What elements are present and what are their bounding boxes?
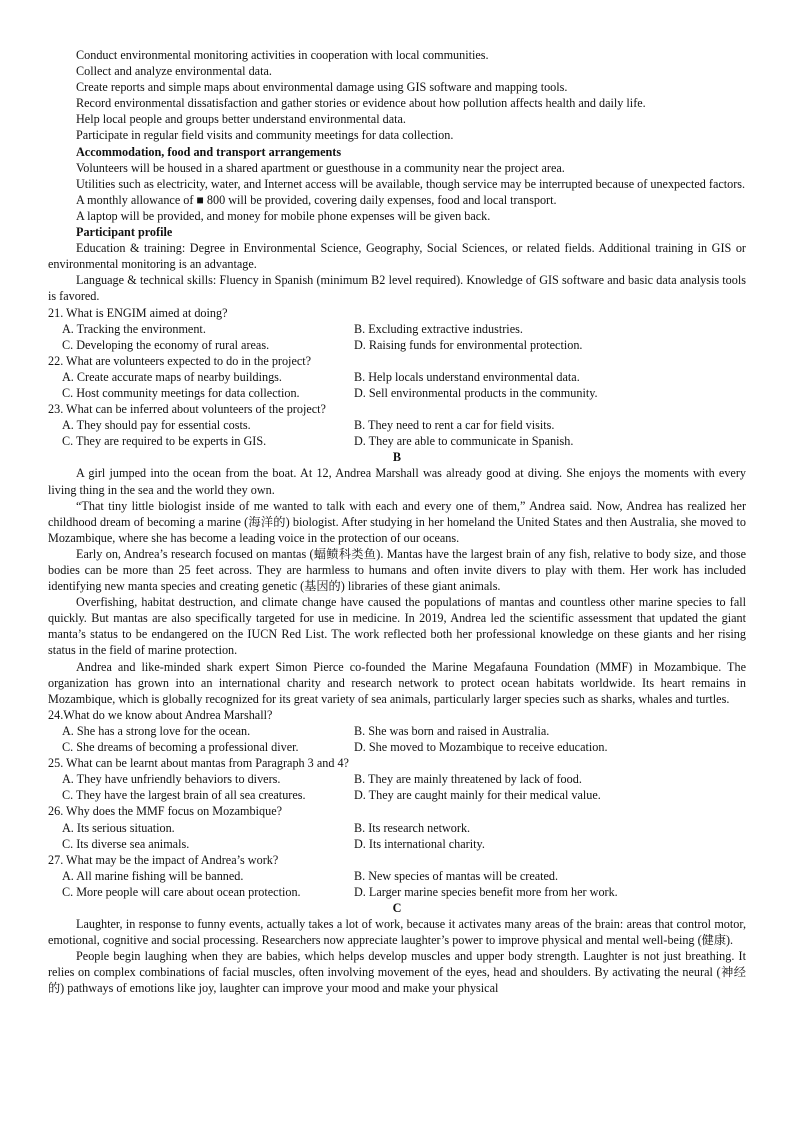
question-stem: 21. What is ENGIM aimed at doing? <box>48 305 228 320</box>
option-a: A. Create accurate maps of nearby buildings. <box>62 369 282 384</box>
option-c: C. They have the largest brain of all sea creatures. <box>62 788 306 803</box>
intro-list <box>48 47 746 144</box>
passage-b-paragraph: Andrea and like-minded shark expert Simon Pierce co-founded the Marine Megafauna Foundation (MMF) in Mozambique. The organization has grown into an international charity and research network to protect ocean habitats worldwide. Its heart remains in Mozambique, which is globally recognized for its great variety of sea animals, particularly larger species such as sharks, whales and turtles. <box>48 659 746 706</box>
intro-line: Participate in regular field visits and community meetings for data collection. <box>76 128 454 143</box>
question-stem: 22. What are volunteers expected to do in the project? <box>48 353 312 368</box>
intro-line: Collect and analyze environmental data. <box>76 64 272 79</box>
passage-b-paragraph: Overfishing, habitat destruction, and climate change have caused the populations of mantas and countless other marine species to fall quickly. But mantas are also specifically targeted for use in medicine. In 2019, Andrea led the scientific assessment that updated the giant manta’s status to be endangered on the IUCN Red List. The work reflected both her professional knowledge on these giants and her rising status in the field of marine protection. <box>48 595 746 658</box>
question-26 <box>48 803 746 851</box>
passage-c-paragraph: Laughter, in response to funny events, actually takes a lot of work, because it activates many areas of the brain: areas that control motor, emotional, cognitive and social processing. Researchers now appreciate laughter’s power to improve physical and mental well-being (健康). <box>48 917 746 948</box>
option-b: B. New species of mantas will be created. <box>354 868 559 883</box>
question-stem: 27. What may be the impact of Andrea’s work? <box>48 852 279 867</box>
question-23 <box>48 401 746 449</box>
option-b: B. They need to rent a car for field visits. <box>354 418 555 433</box>
option-c: C. They are required to be experts in GIS. <box>62 434 267 449</box>
profile-heading: Participant profile <box>76 225 173 240</box>
passage-c-paragraph: People begin laughing when they are babies, which helps develop muscles and upper body strength. Laughter is not just breathing. It relies on complex combinations of facial muscles, often involving movement of the eyes, head and shoulders. By activating the neural (神经的) pathways of emotions like joy, laughter can improve your mood and make your physical <box>48 949 746 996</box>
option-c: C. Host community meetings for data collection. <box>62 385 300 400</box>
option-c: C. She dreams of becoming a professional diver. <box>62 740 299 755</box>
passage-b-paragraph: A girl jumped into the ocean from the boat. At 12, Andrea Marshall was already good at diving. She enjoys the moments with every living thing in the sea and the world they own. <box>48 466 746 497</box>
option-b: B. She was born and raised in Australia. <box>354 723 550 738</box>
option-c: C. Developing the economy of rural areas. <box>62 337 270 352</box>
section-b-label: B <box>392 450 402 465</box>
question-stem: 25. What can be learnt about mantas from Paragraph 3 and 4? <box>48 756 349 771</box>
intro-line: Help local people and groups better understand environmental data. <box>76 112 406 127</box>
option-b: B. Help locals understand environmental data. <box>354 369 580 384</box>
question-stem: 23. What can be inferred about volunteers of the project? <box>48 402 326 417</box>
option-d: D. Its international charity. <box>354 836 485 851</box>
option-c: C. Its diverse sea animals. <box>62 836 190 851</box>
option-d: D. They are caught mainly for their medical value. <box>354 788 601 803</box>
option-d: D. Sell environmental products in the community. <box>354 385 598 400</box>
question-22 <box>48 353 746 401</box>
profile-paragraph: Language & technical skills: Fluency in Spanish (minimum B2 level required). Knowledge of GIS software and basic data analysis tools is favored. <box>48 273 746 304</box>
option-a: A. Tracking the environment. <box>62 321 206 336</box>
option-d: D. They are able to communicate in Spanish. <box>354 434 574 449</box>
accommodation-paragraph: Utilities such as electricity, water, and Internet access will be available, though service may be interrupted because of unexpected factors. <box>76 176 746 191</box>
option-a: A. All marine fishing will be banned. <box>62 868 244 883</box>
document-page <box>48 47 746 997</box>
accommodation-paragraph: A laptop will be provided, and money for mobile phone expenses will be given back. <box>76 208 491 223</box>
question-stem: 24.What do we know about Andrea Marshall? <box>48 707 273 722</box>
accommodation-heading: Accommodation, food and transport arrangements <box>76 144 342 159</box>
option-d: D. She moved to Mozambique to receive education. <box>354 740 608 755</box>
section-c-label: C <box>392 900 402 915</box>
option-a: A. They have unfriendly behaviors to divers. <box>62 772 281 787</box>
intro-line: Conduct environmental monitoring activities in cooperation with local communities. <box>76 48 489 62</box>
option-a: A. She has a strong love for the ocean. <box>62 723 251 738</box>
question-24 <box>48 707 746 755</box>
option-b: B. They are mainly threatened by lack of food. <box>354 772 582 787</box>
option-d: D. Larger marine species benefit more from her work. <box>354 884 618 899</box>
question-27 <box>48 852 746 900</box>
intro-line: Record environmental dissatisfaction and gather stories or evidence about how pollution affects health and daily life. <box>76 96 646 111</box>
passage-b-paragraph: Early on, Andrea’s research focused on mantas (蝠鲼科类鱼). Mantas have the largest brain of any fish, relative to body size, and those bodies can be more than 25 feet across. They are harmless to humans and often invite divers to play with them. Her work has included identifying new manta species and creating genetic (基因的) libraries of these giant animals. <box>48 546 746 594</box>
question-25 <box>48 755 746 803</box>
accommodation-paragraph: A monthly allowance of ■ 800 will be provided, covering daily expenses, food and local transport. <box>76 192 557 207</box>
option-d: D. Raising funds for environmental protection. <box>354 337 583 352</box>
option-a: A. They should pay for essential costs. <box>62 418 251 433</box>
option-a: A. Its serious situation. <box>62 820 175 835</box>
question-21 <box>48 305 746 353</box>
option-b: B. Excluding extractive industries. <box>354 321 523 336</box>
accommodation-paragraph: Volunteers will be housed in a shared apartment or guesthouse in a community near the project area. <box>76 160 565 175</box>
question-stem: 26. Why does the MMF focus on Mozambique? <box>48 804 283 819</box>
option-c: C. More people will care about ocean protection. <box>62 884 301 899</box>
intro-line: Create reports and simple maps about environmental damage using GIS software and mapping tools. <box>76 80 568 95</box>
option-b: B. Its research network. <box>354 820 471 835</box>
passage-b-paragraph: “That tiny little biologist inside of me wanted to talk with each and every one of them,” Andrea said. Now, Andrea has realized her childhood dream of becoming a marine (海洋的) biologist. After studying in her homeland the United States and then Australia, she moved to Mozambique, where she has become a leading voice in the protection of our oceans. <box>48 498 746 545</box>
profile-paragraph: Education & training: Degree in Environmental Science, Geography, Social Sciences, or related fields. Additional training in GIS or environmental monitoring is an advantage. <box>48 241 746 272</box>
